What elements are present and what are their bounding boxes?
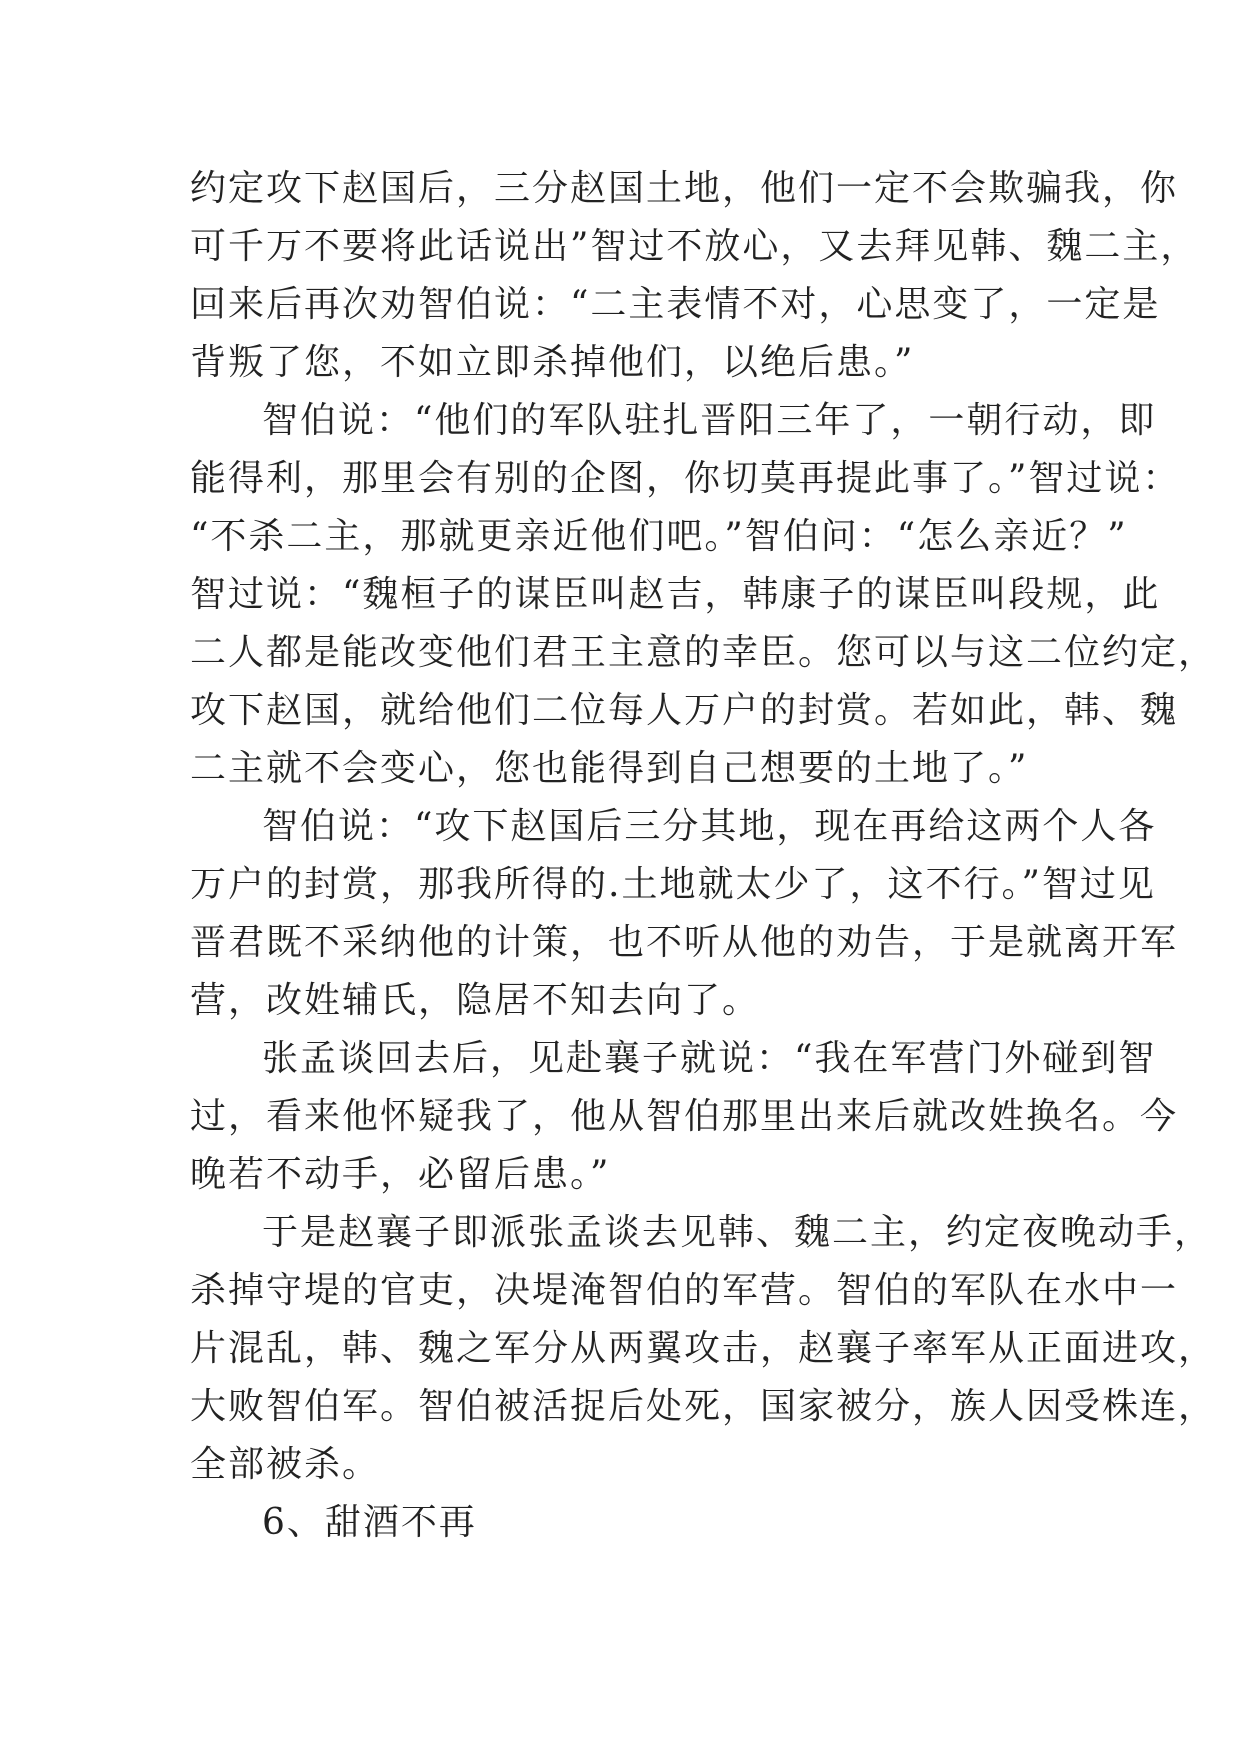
- text-line: 晚若不动手，必留后患。”: [190, 1154, 611, 1195]
- text-line: 于是赵襄子即派张孟谈去见韩、魏二主，约定夜晚动手，: [262, 1212, 1213, 1253]
- text-line: 片混乱，韩、魏之军分从两翼攻击，赵襄子率军从正面进攻，: [190, 1328, 1217, 1369]
- text-line: 背叛了您，不如立即杀掉他们，以绝后患。”: [190, 342, 915, 383]
- text-line: 营，改姓辅氏，隐居不知去向了。: [190, 980, 761, 1021]
- text-line: 晋君既不采纳他的计策，也不听从他的劝告，于是就离开军: [190, 922, 1179, 963]
- text-line: 全部被杀。: [190, 1444, 381, 1485]
- text-line: 约定攻下赵国后，三分赵国土地，他们一定不会欺骗我，你: [190, 168, 1179, 209]
- text-line: 回来后再次劝智伯说：“二主表情不对，心思变了，一定是: [190, 284, 1161, 325]
- text-line: 能得利，那里会有别的企图，你切莫再提此事了。”智过说：: [190, 458, 1181, 499]
- text-line: 可千万不要将此话说出”智过不放心，又去拜见韩、魏二主，: [190, 226, 1199, 267]
- text-line: “不杀二主，那就更亲近他们吧。”智伯问：“怎么亲近？”: [190, 516, 1128, 557]
- section-heading: [190, 1494, 1090, 1552]
- text-line: 智伯说：“攻下赵国后三分其地，现在再给这两个人各: [262, 806, 1157, 847]
- text-line: 过，看来他怀疑我了，他从智伯那里出来后就改姓换名。今: [190, 1096, 1179, 1137]
- text-line: 杀掉守堤的官吏，决堤淹智伯的军营。智伯的军队在水中一: [190, 1270, 1179, 1311]
- text-line: 智伯说：“他们的军队驻扎晋阳三年了，一朝行动，即: [262, 400, 1157, 441]
- text-line: 大败智伯军。智伯被活捉后处死，国家被分，族人因受株连，: [190, 1386, 1217, 1427]
- paragraph-5: [190, 1204, 1217, 1494]
- section-heading-text: 6、甜酒不再: [262, 1502, 477, 1543]
- text-line: 智过说：“魏桓子的谋臣叫赵吉，韩康子的谋臣叫段规，此: [190, 574, 1161, 615]
- paragraph-1: [190, 160, 1199, 392]
- text-line: 二主就不会变心，您也能得到自己想要的土地了。”: [190, 748, 1029, 789]
- paragraph-3: [190, 798, 1179, 1030]
- document-body: [190, 160, 1217, 1552]
- paragraph-4: [190, 1030, 1179, 1204]
- text-line: 万户的封赏，那我所得的.土地就太少了，这不行。”智过见: [190, 864, 1156, 905]
- paragraph-2: [190, 392, 1217, 798]
- text-line: 攻下赵国，就给他们二位每人万户的封赏。若如此，韩、魏: [190, 690, 1179, 731]
- text-line: 张孟谈回去后，见赴襄子就说：“我在军营门外碰到智: [262, 1038, 1157, 1079]
- text-line: 二人都是能改变他们君王主意的幸臣。您可以与这二位约定，: [190, 632, 1217, 673]
